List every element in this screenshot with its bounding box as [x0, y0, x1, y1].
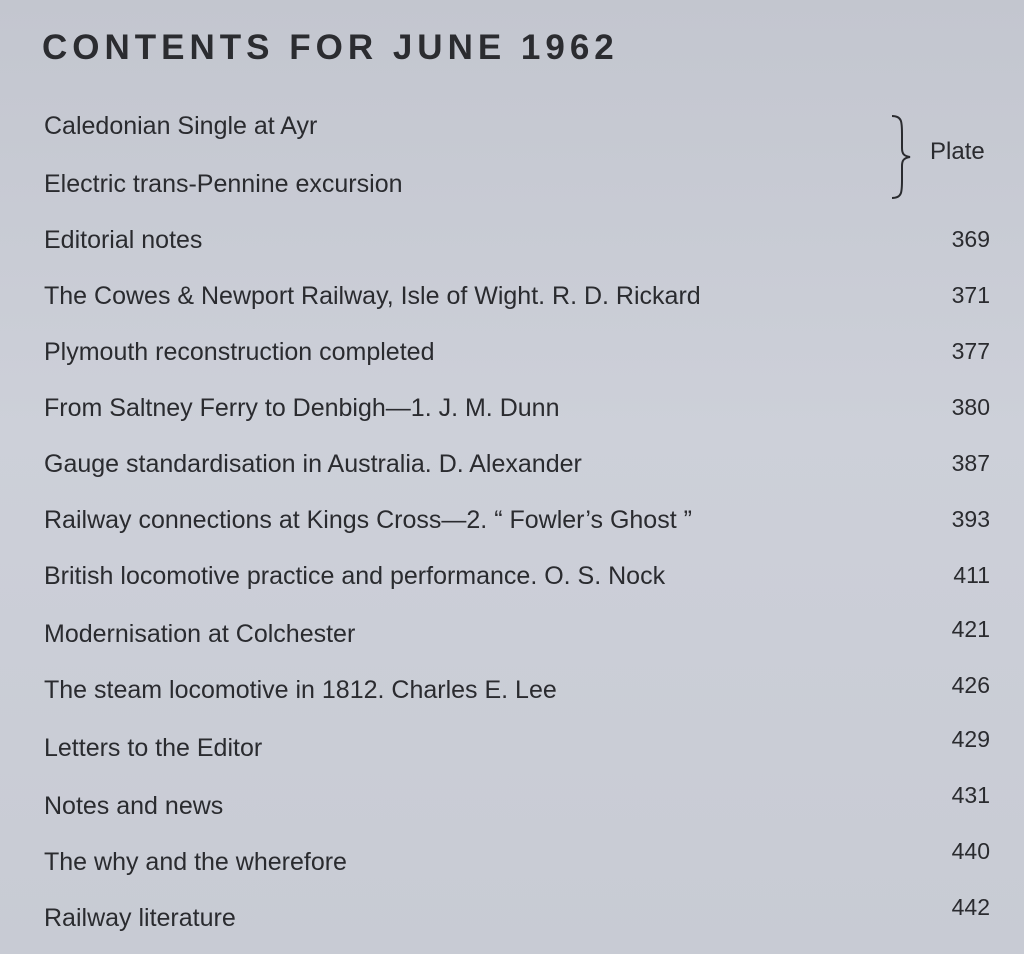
entry-page-number: 440 — [951, 838, 990, 864]
entry-page-number: 380 — [951, 394, 990, 420]
entry-title: Electric trans-Pennine excursion — [44, 170, 403, 198]
entry-title: Railway literature — [44, 904, 236, 932]
entry-title: Modernisation at Colchester — [44, 620, 356, 648]
entry-page-number: 431 — [951, 782, 990, 808]
entry-title: British locomotive practice and performance. O. S. Nock — [44, 562, 666, 590]
entry-page-number: 393 — [951, 506, 990, 532]
entry-page-number: 442 — [951, 894, 990, 920]
entry-page-number: 411 — [953, 562, 990, 588]
entry-page-number: 426 — [951, 672, 990, 698]
entry-title: Letters to the Editor — [44, 734, 263, 762]
entry-page-number: 387 — [951, 450, 990, 476]
entry-title: The steam locomotive in 1812. Charles E. Lee — [44, 676, 557, 704]
plate-label: Plate — [930, 138, 985, 165]
entry-page-number: 421 — [951, 616, 990, 642]
entry-title: The Cowes & Newport Railway, Isle of Wight. R. D. Rickard — [44, 282, 701, 310]
entry-page-number: 369 — [951, 226, 990, 252]
entry-title: Notes and news — [44, 792, 224, 820]
entry-page-number: 377 — [951, 338, 990, 364]
entry-title: Railway connections at Kings Cross—2. “ Fowler’s Ghost ” — [44, 506, 692, 534]
brace-icon — [888, 112, 914, 202]
entry-title: From Saltney Ferry to Denbigh—1. J. M. Dunn — [44, 394, 560, 422]
entry-title: Caledonian Single at Ayr — [44, 112, 318, 140]
entry-title: Plymouth reconstruction completed — [44, 338, 435, 366]
entry-page-number: 429 — [951, 726, 990, 752]
entry-page-number: 371 — [951, 282, 990, 308]
entry-title: Gauge standardisation in Australia. D. Alexander — [44, 450, 582, 478]
entry-title: The why and the wherefore — [44, 848, 347, 876]
entry-title: Editorial notes — [44, 226, 203, 254]
page-title: CONTENTS FOR JUNE 1962 — [42, 28, 619, 67]
